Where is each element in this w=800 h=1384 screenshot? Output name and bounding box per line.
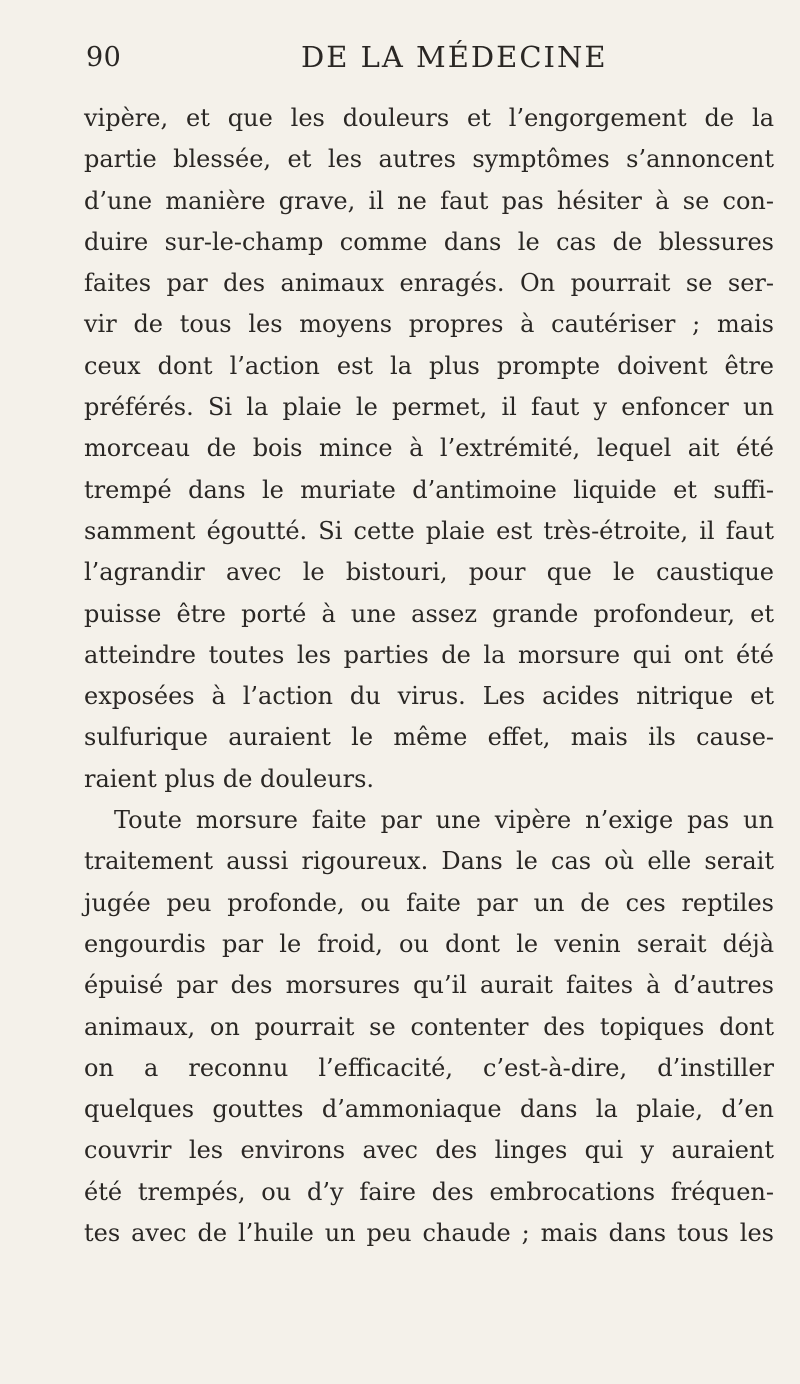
text-line: tes avec de l’huile un peu chaude ; mais dans tous les: [84, 1219, 774, 1248]
running-title: DE LA MÉDECINE: [301, 40, 608, 74]
text-line: morceau de bois mince à l’extrémité, lequel ait été: [84, 434, 774, 463]
text-line: jugée peu profonde, ou faite par un de ces reptiles: [84, 888, 774, 917]
text-line: raient plus de douleurs.: [84, 764, 375, 793]
text-line: engourdis par le froid, ou dont le venin serait déjà: [84, 929, 774, 958]
text-line: ceux dont l’action est la plus prompte doivent être: [84, 351, 774, 380]
page-header: [86, 40, 746, 90]
paragraph-2: [84, 800, 774, 1254]
text-line: faites par des animaux enragés. On pourrait se ser-: [84, 269, 774, 298]
text-line: samment égoutté. Si cette plaie est très-étroite, il faut: [84, 516, 774, 545]
text-line: quelques gouttes d’ammoniaque dans la plaie, d’en: [84, 1095, 774, 1124]
text-line: épuisé par des morsures qu’il aurait faites à d’autres: [84, 971, 774, 1000]
paragraph-1: [84, 98, 774, 800]
text-line: exposées à l’action du virus. Les acides nitrique et: [84, 682, 774, 711]
text-line: puisse être porté à une assez grande profondeur, et: [84, 599, 774, 628]
text-line: couvrir les environs avec des linges qui y auraient: [84, 1136, 774, 1165]
text-line: vipère, et que les douleurs et l’engorgement de la: [84, 104, 774, 132]
page-number: 90: [86, 42, 122, 73]
text-line: l’agrandir avec le bistouri, pour que le caustique: [84, 558, 774, 587]
text-line: duire sur-le-champ comme dans le cas de blessures: [84, 227, 774, 256]
text-line: animaux, on pourrait se contenter des topiques dont: [84, 1012, 774, 1041]
body-text: [84, 98, 774, 1254]
text-line: préférés. Si la plaie le permet, il faut y enfoncer un: [84, 393, 774, 422]
text-line: partie blessée, et les autres symptômes s’annoncent: [84, 145, 774, 174]
text-line: Toute morsure faite par une vipère n’exige pas un: [114, 806, 774, 835]
text-line: vir de tous les moyens propres à cautériser ; mais: [84, 310, 774, 339]
text-line: traitement aussi rigoureux. Dans le cas où elle serait: [84, 847, 774, 876]
text-line: atteindre toutes les parties de la morsure qui ont été: [84, 640, 774, 669]
text-line: on a reconnu l’efficacité, c’est-à-dire, d’instiller: [84, 1053, 774, 1082]
text-line: sulfurique auraient le même effet, mais ils cause-: [84, 723, 774, 752]
text-line: été trempés, ou d’y faire des embrocations fréquen-: [84, 1177, 774, 1206]
text-line: trempé dans le muriate d’antimoine liquide et suffi-: [84, 475, 774, 504]
text-line: d’une manière grave, il ne faut pas hésiter à se con-: [84, 186, 774, 215]
